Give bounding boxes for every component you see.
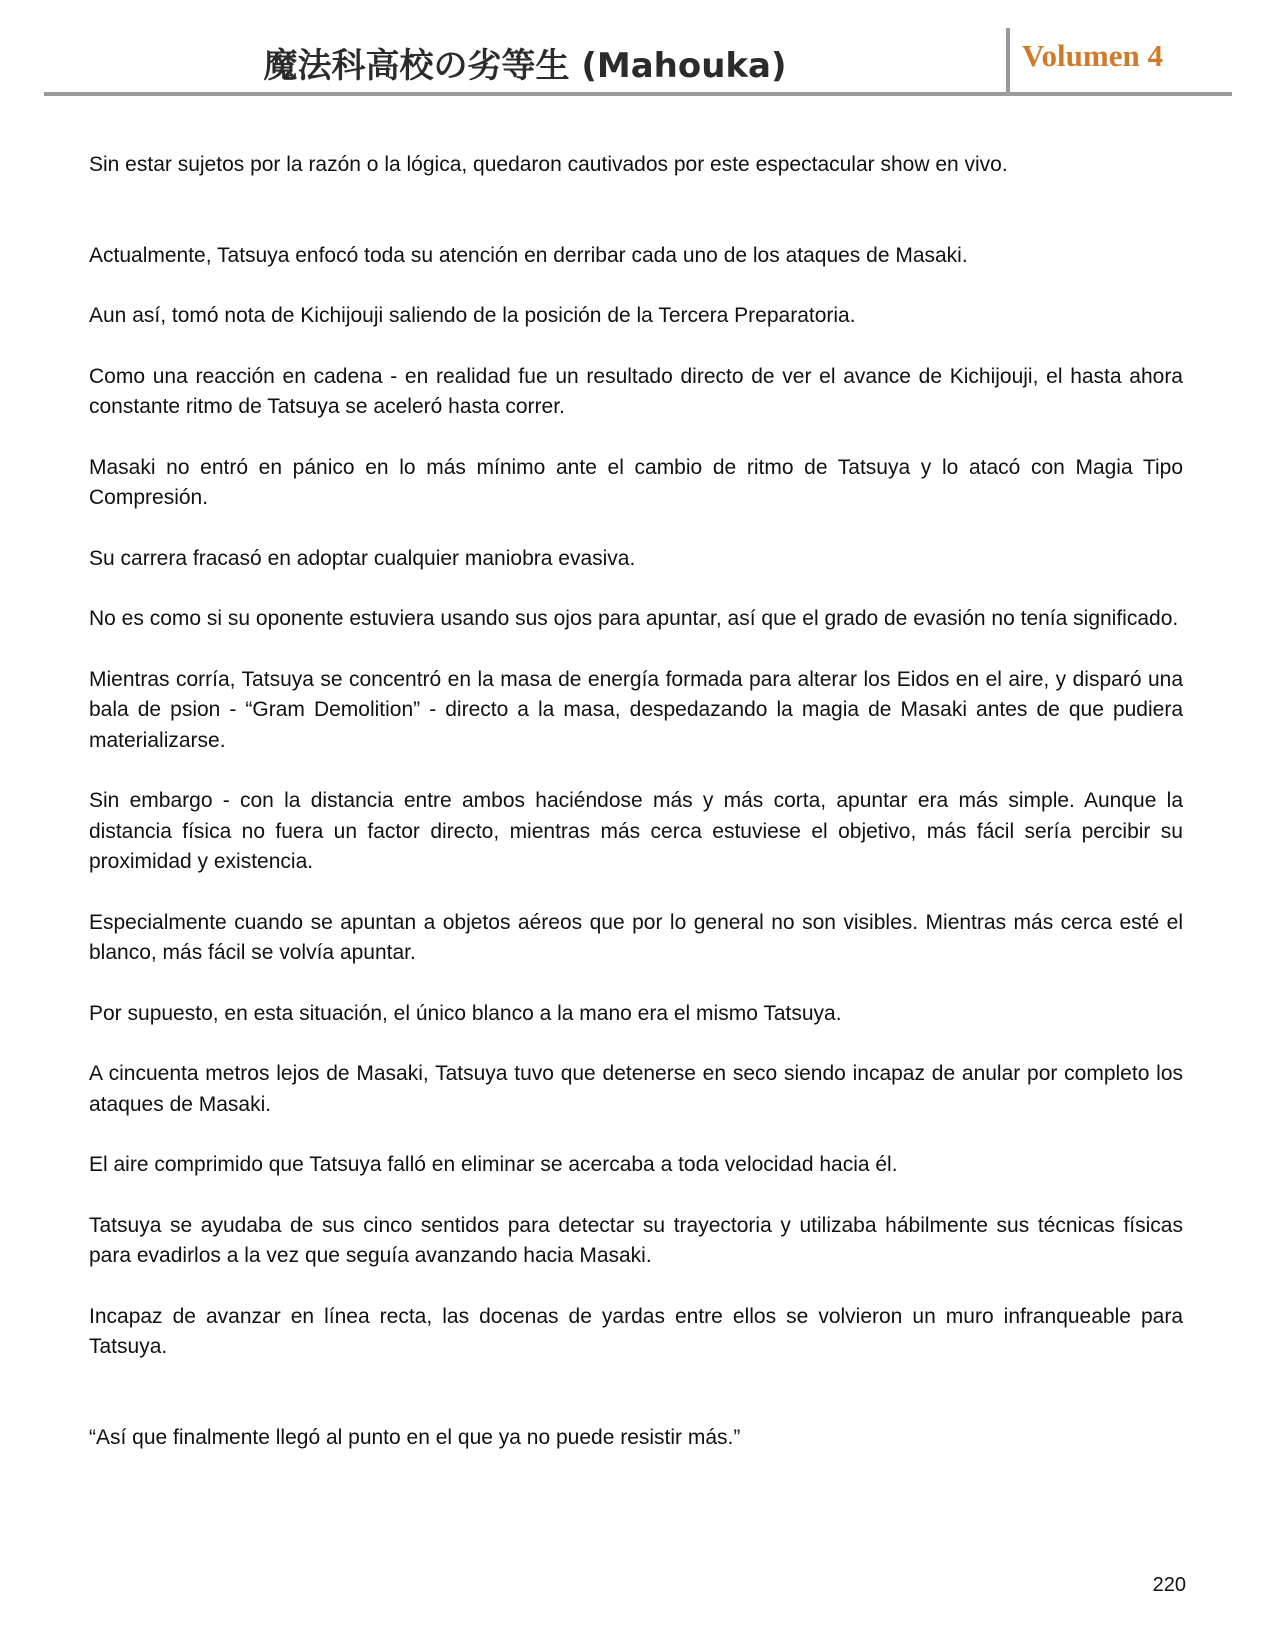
paragraph: “Así que finalmente llegó al punto en el que ya no puede resistir más.”	[89, 1425, 741, 1449]
volume-label: Volumen 4	[1022, 38, 1163, 73]
paragraph: Como una reacción en cadena - en realidad fue un resultado directo de ver el avance de Kichijouji, el hasta ahora constante ritmo de Tatsuya se aceleró hasta correr.	[89, 364, 1183, 418]
header-rule	[44, 92, 1232, 96]
body-text	[89, 150, 1183, 1483]
paragraph: A cincuenta metros lejos de Masaki, Tatsuya tuvo que detenerse en seco siendo incapaz de anular por completo los ataques de Masaki.	[89, 1062, 1183, 1116]
paragraph: Sin embargo - con la distancia entre ambos haciéndose más y más corta, apuntar era más simple. Aunque la distancia física no fuera un factor directo, mientras más cerca estuviese el objetivo, más fácil sería percibir su proximidad y existencia.	[89, 789, 1183, 873]
paragraph: Su carrera fracasó en adoptar cualquier maniobra evasiva.	[89, 546, 636, 570]
paragraph: Por supuesto, en esta situación, el único blanco a la mano era el mismo Tatsuya.	[89, 1001, 842, 1025]
paragraph: Incapaz de avanzar en línea recta, las docenas de yardas entre ellos se volvieron un muro infranqueable para Tatsuya.	[89, 1304, 1183, 1358]
paragraph: Masaki no entró en pánico en lo más mínimo ante el cambio de ritmo de Tatsuya y lo atacó con Magia Tipo Compresión.	[89, 455, 1183, 509]
paragraph: El aire comprimido que Tatsuya falló en eliminar se acercaba a toda velocidad hacia él.	[89, 1153, 898, 1176]
page-number: 220	[1152, 1574, 1186, 1596]
paragraph: Especialmente cuando se apuntan a objetos aéreos que por lo general no son visibles. Mientras más cerca esté el blanco, más fácil se volvía apuntar.	[89, 910, 1183, 964]
header-divider	[1006, 28, 1010, 94]
paragraph: Tatsuya se ayudaba de sus cinco sentidos para detectar su trayectoria y utilizaba hábilmente sus técnicas físicas para evadirlos a la vez que seguía avanzando hacia Masaki.	[89, 1213, 1183, 1267]
paragraph: Actualmente, Tatsuya enfocó toda su atención en derribar cada uno de los ataques de Masaki.	[89, 243, 968, 267]
book-title: 魔法科高校の劣等生 (Mahouka)	[263, 46, 787, 86]
page-header	[44, 28, 1232, 94]
paragraph: Aun así, tomó nota de Kichijouji saliendo de la posición de la Tercera Preparatoria.	[89, 304, 856, 327]
paragraph: Mientras corría, Tatsuya se concentró en la masa de energía formada para alterar los Eidos en el aire, y disparó una bala de psion - “Gram Demolition” - directo a la masa, despedazando la magia de Masaki antes de que pudiera materializarse.	[89, 667, 1183, 752]
paragraph: No es como si su oponente estuviera usando sus ojos para apuntar, así que el grado de evasión no tenía significado.	[89, 607, 1179, 630]
paragraph: Sin estar sujetos por la razón o la lógica, quedaron cautivados por este espectacular show en vivo.	[89, 153, 1008, 176]
